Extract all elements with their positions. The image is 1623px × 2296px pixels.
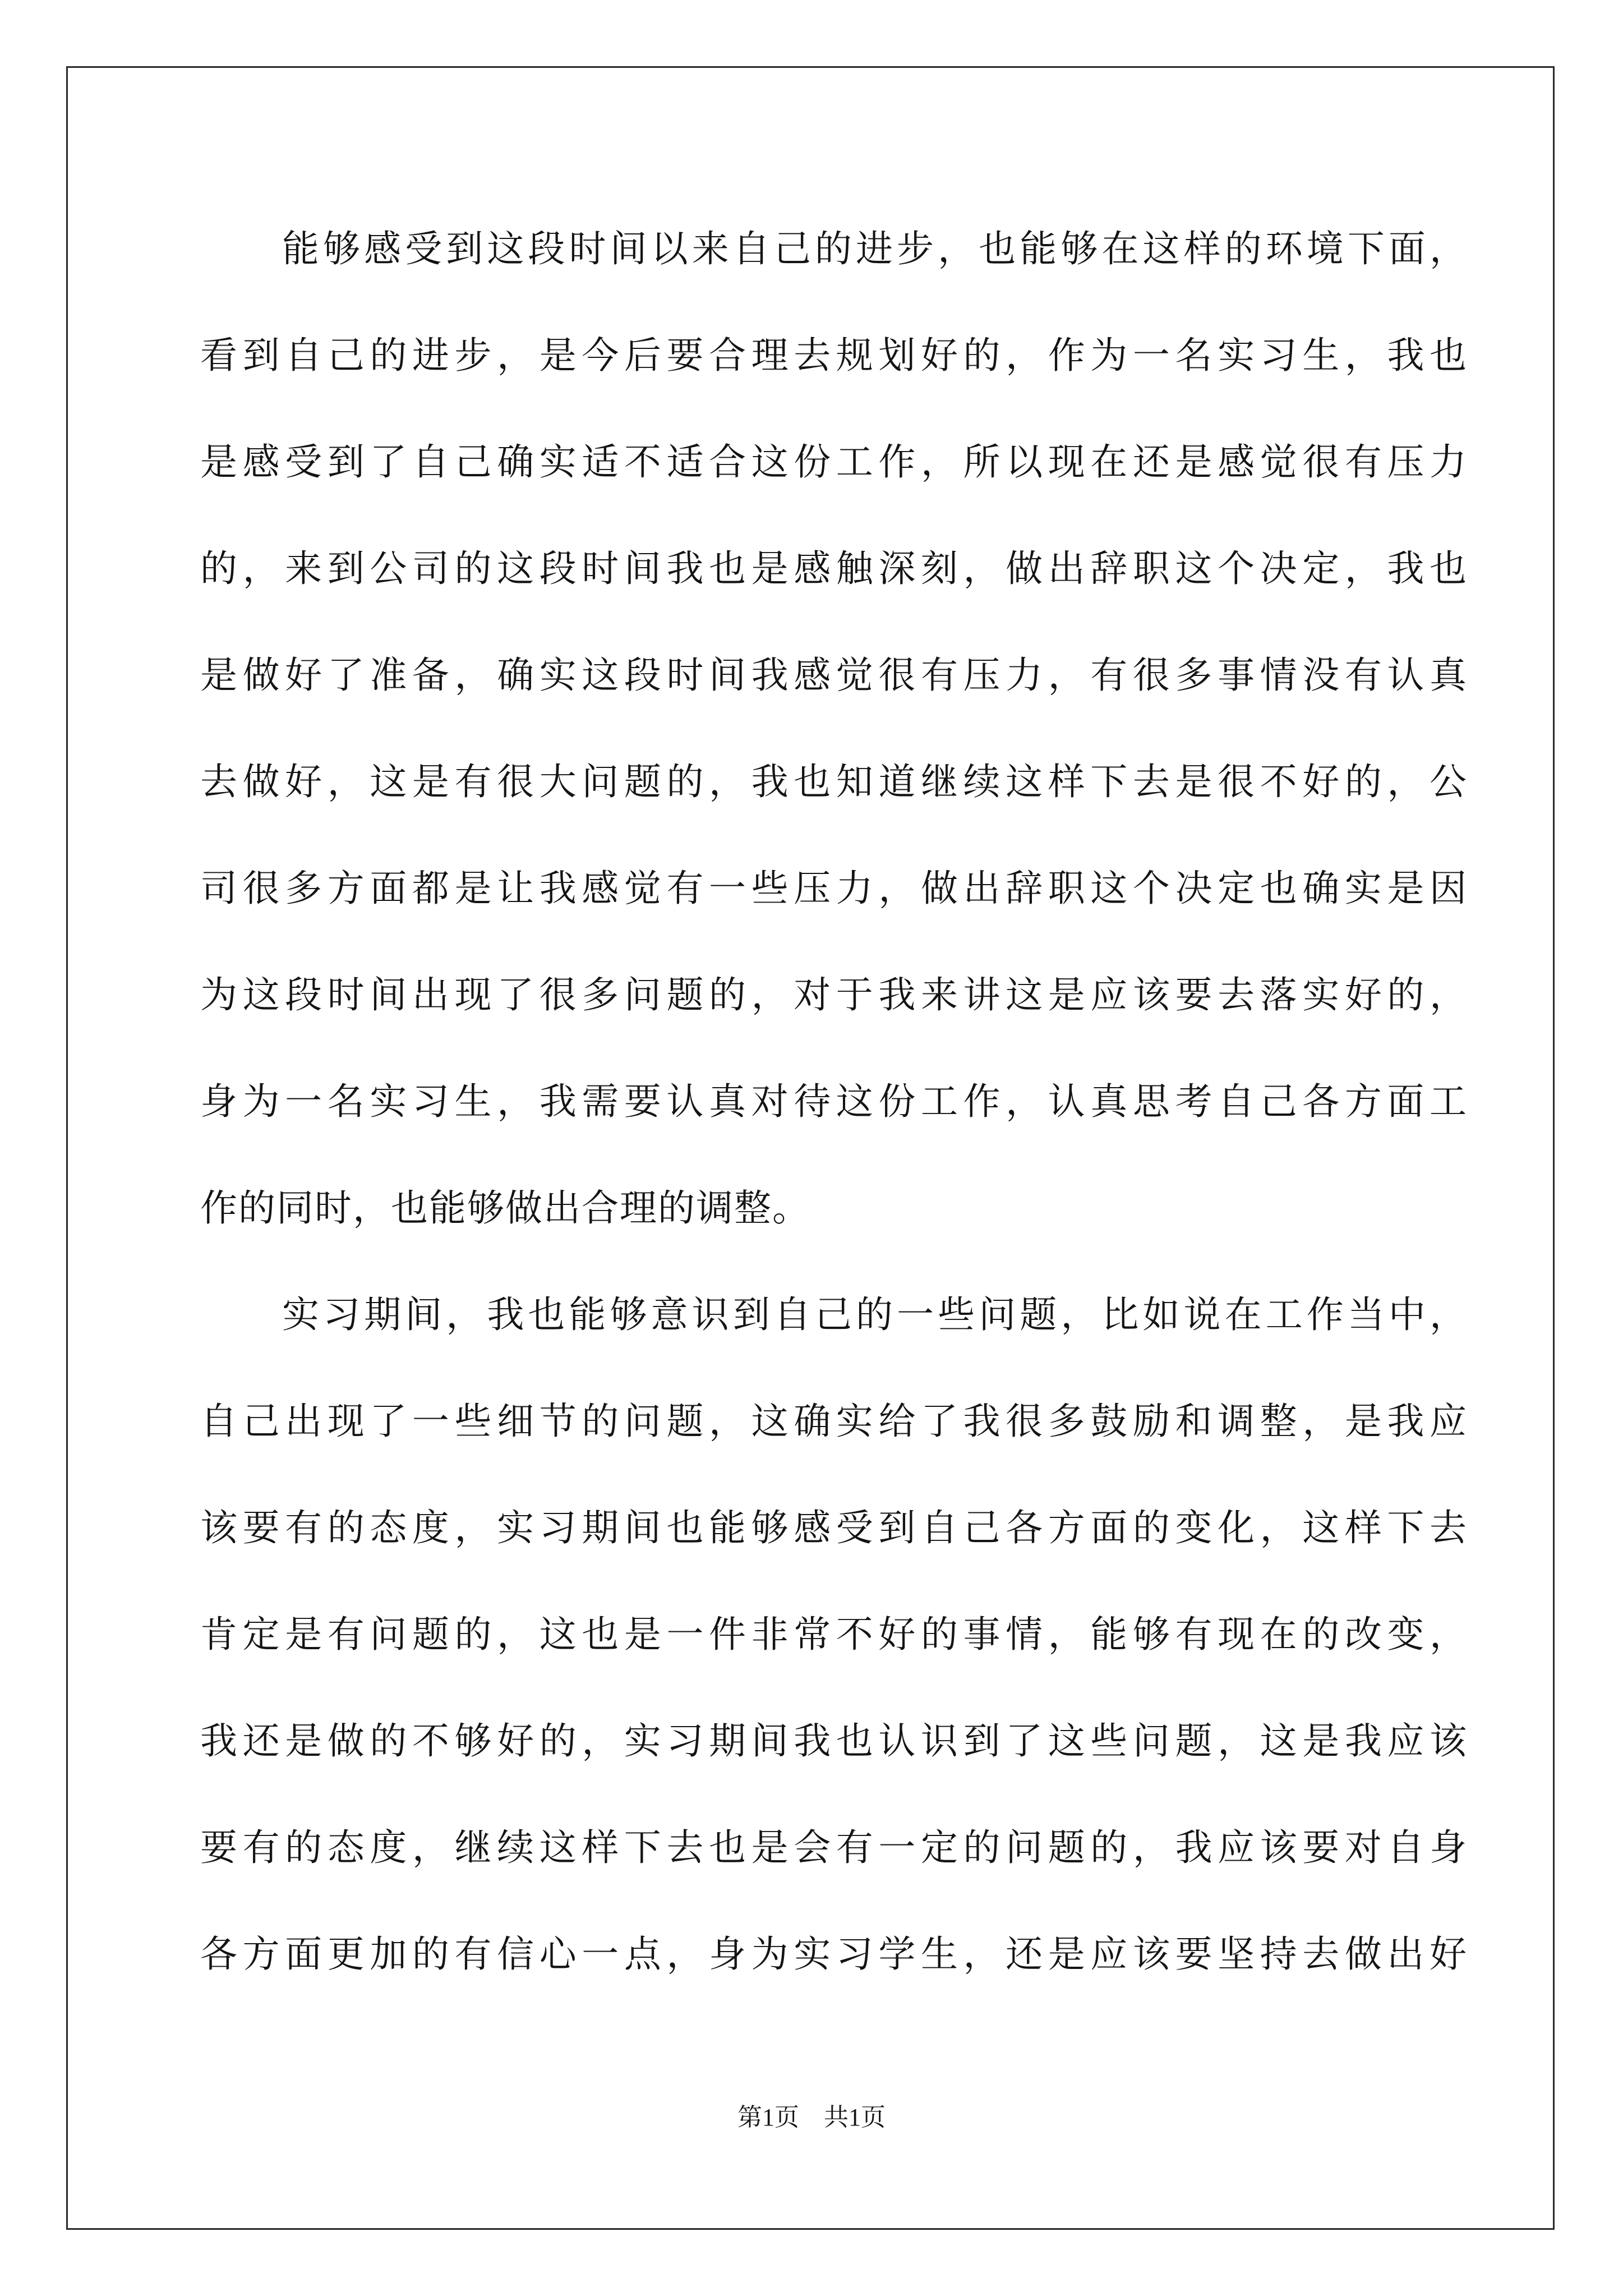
paragraph-2-line-7: 各方面更加的有信心一点，身为实习学生，还是应该要坚持去做出好	[200, 1932, 1468, 1976]
paragraph-2-line-6: 要有的态度，继续这样下去也是会有一定的问题的，我应该要对自身	[200, 1826, 1468, 1869]
paragraph-1-line-10: 作的同时，也能够做出合理的调整。	[200, 1186, 810, 1230]
paragraph-2-line-4: 肯定是有问题的，这也是一件非常不好的事情，能够有现在的改变，	[200, 1613, 1468, 1656]
paragraph-2-line-2: 自己出现了一些细节的问题，这确实给了我很多鼓励和调整，是我应	[200, 1400, 1468, 1443]
paragraph-1-line-8: 为这段时间出现了很多问题的，对于我来讲这是应该要去落实好的，	[200, 973, 1468, 1016]
paragraph-1-line-2: 看到自己的进步，是今后要合理去规划好的，作为一名实习生，我也	[200, 334, 1468, 377]
paragraph-1-line-7: 司很多方面都是让我感觉有一些压力，做出辞职这个决定也确实是因	[200, 867, 1468, 910]
paragraph-2-line-5: 我还是做的不够好的，实习期间我也认识到了这些问题，这是我应该	[200, 1719, 1468, 1763]
paragraph-2-line-3: 该要有的态度，实习期间也能够感受到自己各方面的变化，这样下去	[200, 1506, 1468, 1549]
page-footer: 第1页 共1页	[737, 2104, 886, 2131]
paragraph-1-line-3: 是感受到了自己确实适不适合这份工作，所以现在还是感觉很有压力	[200, 440, 1468, 484]
paragraph-1-line-9: 身为一名实习生，我需要认真对待这份工作，认真思考自己各方面工	[200, 1080, 1468, 1123]
paragraph-2-line-1: 实习期间，我也能够意识到自己的一些问题，比如说在工作当中，	[282, 1293, 1468, 1336]
page-border	[66, 66, 1555, 2230]
paragraph-1-line-6: 去做好，这是有很大问题的，我也知道继续这样下去是很不好的，公	[200, 760, 1468, 803]
paragraph-1-line-5: 是做好了准备，确实这段时间我感觉很有压力，有很多事情没有认真	[200, 654, 1468, 697]
paragraph-1-line-4: 的，来到公司的这段时间我也是感触深刻，做出辞职这个决定，我也	[200, 547, 1468, 590]
paragraph-1-line-1: 能够感受到这段时间以来自己的进步，也能够在这样的环境下面，	[282, 227, 1468, 270]
